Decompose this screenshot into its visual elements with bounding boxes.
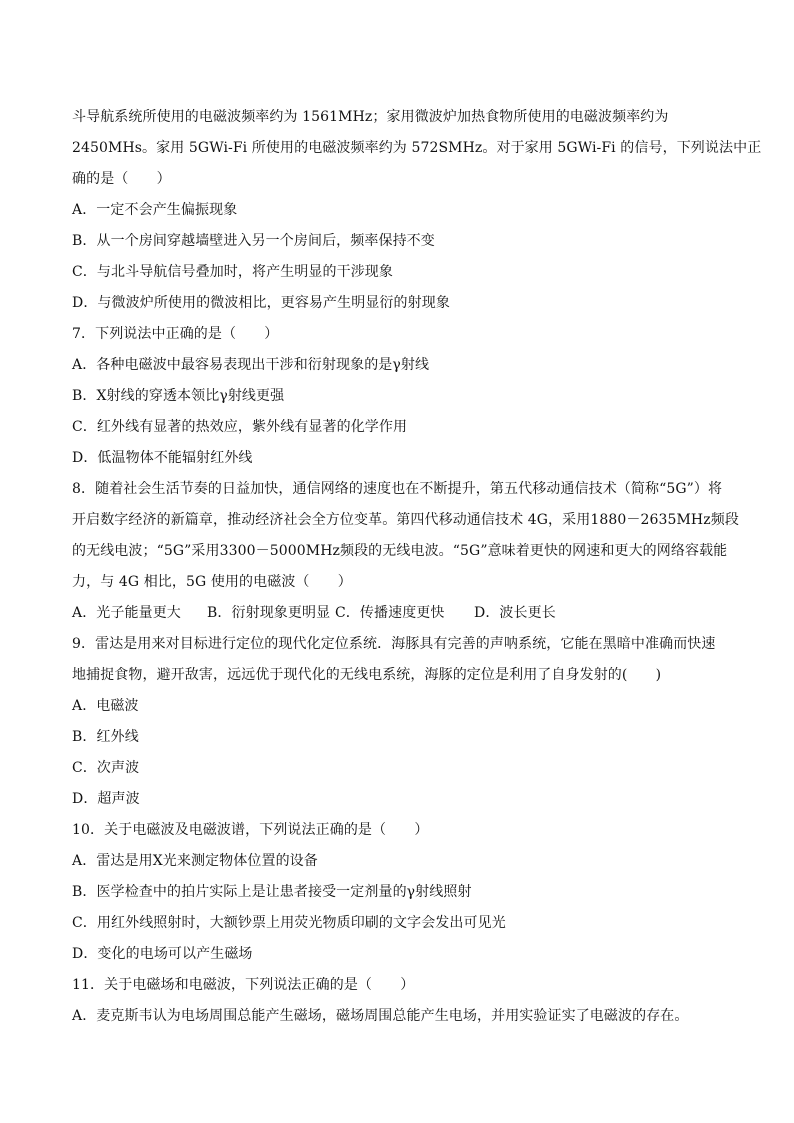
question-stem-line: 确的是（ ） — [72, 171, 171, 187]
option-d: D．波长更长 — [474, 605, 556, 621]
question-stem-line: 9．雷达是用来对目标进行定位的现代化定位系统．海豚具有完善的声呐系统，它能在黑暗中准确而快速 — [72, 636, 716, 652]
question-6 — [72, 102, 762, 319]
question-stem-line: 斗导航系统所使用的电磁波频率约为 1561MHz；家用微波炉加热食物所使用的电磁波频率约为 — [72, 109, 669, 125]
option-b: B．X射线的穿透本领比γ射线更强 — [72, 388, 285, 404]
question-stem-line: 地捕捉食物，避开敌害，远远优于现代化的无线电系统，海豚的定位是利用了自身发射的( ) — [72, 667, 662, 683]
question-8 — [72, 474, 739, 629]
option-c: C．红外线有显著的热效应，紫外线有显著的化学作用 — [72, 419, 408, 435]
option-d: D．超声波 — [72, 791, 140, 807]
option-d: D．变化的电场可以产生磁场 — [72, 946, 253, 962]
option-c: C．用红外线照射时，大额钞票上用荧光物质印刷的文字会发出可见光 — [72, 915, 506, 931]
option-a: A．雷达是用X光来测定物体位置的设备 — [72, 853, 318, 869]
option-b: B．从一个房间穿越墙壁进入另一个房间后，频率保持不变 — [72, 233, 435, 249]
question-stem-line: 2450MHs。家用 5GWi-Fi 所使用的电磁波频率约为 572SMHz。对于家用 5GWi-Fi 的信号，下列说法中正 — [72, 140, 762, 156]
question-stem: 11．关于电磁场和电磁波，下列说法正确的是（ ） — [72, 977, 415, 993]
question-stem-line: 的无线电波；“5G”采用3300－5000MHz频段的无线电波。“5G”意味着更快的网速和更大的网络容载能 — [72, 543, 728, 559]
options-row — [72, 598, 722, 629]
question-stem: 10．关于电磁波及电磁波谱，下列说法正确的是（ ） — [72, 822, 429, 838]
option-d: D．低温物体不能辐射红外线 — [72, 450, 253, 466]
question-9 — [72, 629, 722, 815]
question-7 — [72, 319, 722, 474]
question-11 — [72, 970, 722, 1032]
option-b: B．红外线 — [72, 729, 139, 745]
question-stem: 7．下列说法中正确的是（ ） — [72, 326, 279, 342]
option-c: C．传播速度更快 — [335, 605, 445, 621]
option-a: A．光子能量更大 — [72, 605, 181, 621]
option-d: D．与微波炉所使用的微波相比，更容易产生明显衍的射现象 — [72, 295, 450, 311]
question-10 — [72, 815, 722, 970]
question-stem-line: 力，与 4G 相比，5G 使用的电磁波（ ） — [72, 574, 352, 590]
question-stem-line: 8．随着社会生活节奏的日益加快，通信网络的速度也在不断提升，第五代移动通信技术（简称“5G”）将 — [72, 481, 723, 497]
option-c: C．与北斗导航信号叠加时，将产生明显的干涉现象 — [72, 264, 394, 280]
option-b: B．衍射现象更明显 — [207, 605, 331, 621]
option-a: A．各种电磁波中最容易表现出干涉和衍射现象的是γ射线 — [72, 357, 430, 373]
option-b: B．医学检查中的拍片实际上是让患者接受一定剂量的γ射线照射 — [72, 884, 472, 900]
option-a: A．一定不会产生偏振现象 — [72, 202, 238, 218]
option-c: C．次声波 — [72, 760, 140, 776]
option-a: A．电磁波 — [72, 698, 139, 714]
option-a: A．麦克斯韦认为电场周围总能产生磁场，磁场周围总能产生电场，并用实验证实了电磁波的存在。 — [72, 1008, 689, 1024]
question-stem-line: 开启数字经济的新篇章，推动经济社会全方位变革。第四代移动通信技术 4G，采用1880－2635MHz频段 — [72, 512, 739, 528]
worksheet-page — [72, 102, 762, 1032]
